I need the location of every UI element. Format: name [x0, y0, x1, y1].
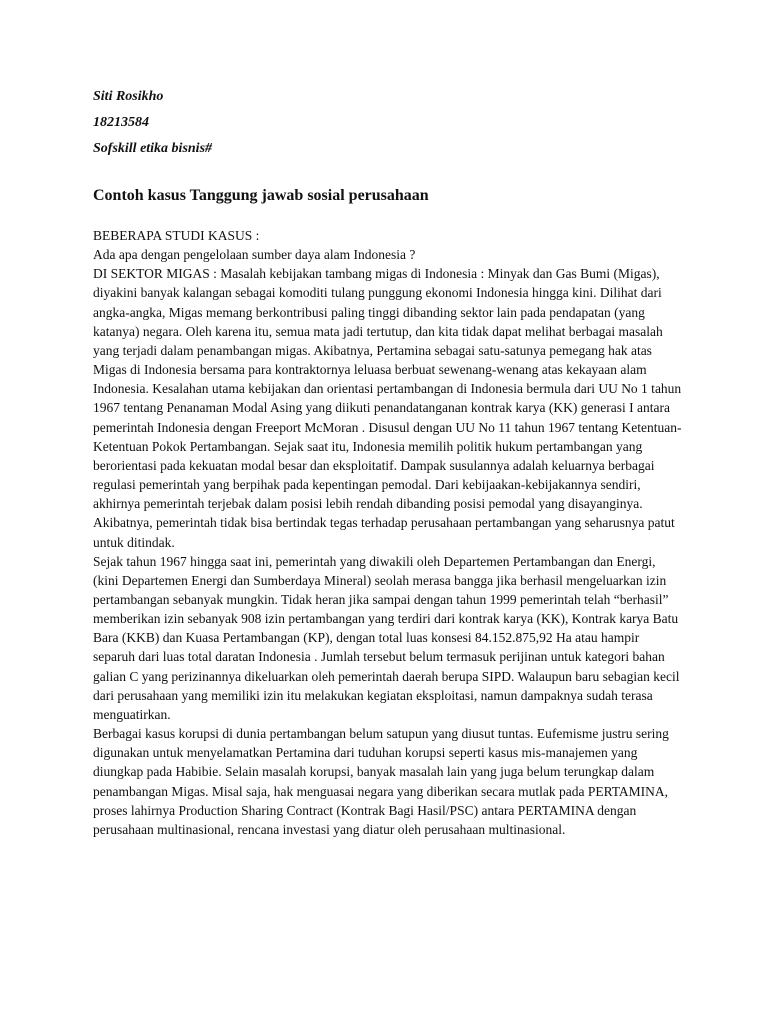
- question-line: Ada apa dengan pengelolaan sumber daya alam Indonesia ?: [93, 247, 416, 263]
- student-id: 18213584: [93, 115, 149, 130]
- paragraph-korupsi: Berbagai kasus korupsi di dunia pertambangan belum satupun yang diusut tuntas. Eufemisme justru sering digunakan untuk menyelamatkan Pertamina dari tuduhan korupsi seperti kasus mis-manajemen yang diungkap pada Habibie. Selain masalah korupsi, banyak masalah lain yang juga belum terungkap dalam penambangan Migas. Misal saja, hak menguasai negara yang diberikan secara mutlak pada PERTAMINA, proses lahirnya Production Sharing Contract (Kontrak Bagi Hasil/PSC) antara PERTAMINA dengan perusahaan multinasional, rencana investasi yang diatur oleh perusahaan multinasional.: [93, 726, 669, 837]
- paragraph-izin: Sejak tahun 1967 hingga saat ini, pemerintah yang diwakili oleh Departemen Pertambangan dan Energi, (kini Departemen Energi dan Sumberdaya Mineral) seolah merasa bangga jika berhasil mengeluarkan izin pertambangan sebanyak mungkin. Tidak heran jika sampai dengan tahun 1999 pemerintah telah “berhasil” memberikan izin sebanyak 908 izin pertambangan yang terdiri dari kontrak karya (KK), Kontrak karya Batu Bara (KKB) dan Kuasa Pertambangan (KP), dengan total luas konsesi 84.152.875,92 Ha atau hampir separuh dari luas total daratan Indonesia . Jumlah tersebut belum termasuk perijinan untuk kategori bahan galian C yang perizinannya dikeluarkan oleh pemerintah daerah berupa SIPD. Walaupun baru sebagian kecil dari perusahaan yang memiliki izin itu melakukan kegiatan eksploitasi, namun dampaknya sudah terasa menguatirkan.: [93, 553, 680, 722]
- section-label: BEBERAPA STUDI KASUS :: [93, 228, 260, 243]
- paragraph-migas: DI SEKTOR MIGAS : Masalah kebijakan tambang migas di Indonesia : Minyak dan Gas Bumi (Migas), diyakini banyak kalangan sebagai komoditi tulang punggung ekonomi Indonesia hingga kini. Dilihat dari angka-angka, Migas memang berkontribusi paling tinggi dibanding sektor lain pada pendapatan (yang katanya) negara. Oleh karena itu, semua mata jadi tertutup, dan kita tidak dapat melihat berbagai masalah yang terjadi dalam penambangan migas. Akibatnya, Pertamina sebagai satu-satunya pemegang hak atas Migas di Indonesia bersama para kontraktornya leluasa berbuat sewenang-wenang atas kekayaan alam Indonesia. Kesalahan utama kebijakan dan orientasi pertambangan di Indonesia bermula dari UU No 1 tahun 1967 tentang Penanaman Modal Asing yang diikuti penandatanganan kontrak karya (KK) generasi I antara pemerintah Indonesia dengan Freeport McMoran . Disusul dengan UU No 11 tahun 1967 tentang Ketentuan-Ketentuan Pokok Pertambangan. Sejak saat itu, Indonesia memilih politik hukum pertambangan yang berorientasi pada kekuatan modal besar dan eksploitatif. Dampak susulannya adalah keluarnya berbagai regulasi pemerintah yang berpihak pada kepentingan pemodal. Dari kebijaakan-kebijakannya sendiri, akhirnya pemerintah terjebak dalam posisi lebih rendah dibanding posisi pemodal yang disayanginya. Akibatnya, pemerintah tidak bisa bertindak tegas terhadap perusahaan pertambangan yang seharusnya patut untuk ditindak.: [93, 266, 682, 550]
- document-body: [93, 226, 683, 839]
- document-header: [93, 88, 693, 166]
- course-name: Sofskill etika bisnis#: [93, 141, 213, 156]
- author-name: Siti Rosikho: [93, 89, 164, 104]
- document-title: Contoh kasus Tanggung jawab sosial perusahaan: [93, 187, 429, 204]
